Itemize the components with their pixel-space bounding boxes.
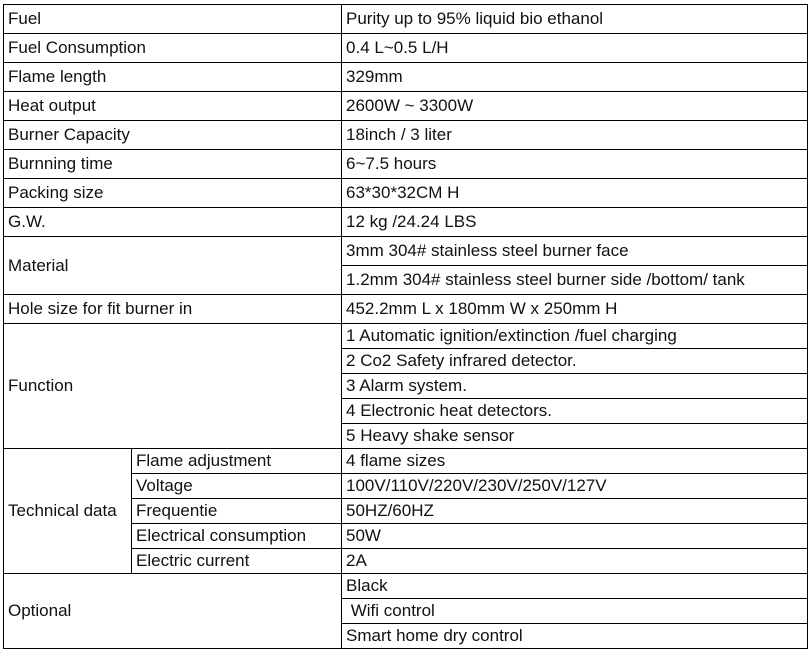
optional-value: Black xyxy=(342,574,808,599)
table-row xyxy=(4,34,808,63)
function-label: Function xyxy=(4,324,342,449)
spec-value: 0.4 L~0.5 L/H xyxy=(342,34,808,63)
spec-value: 63*30*32CM H xyxy=(342,179,808,208)
spec-table xyxy=(3,4,808,649)
function-value: 4 Electronic heat detectors. xyxy=(342,399,808,424)
technical-value: 2A xyxy=(342,549,808,574)
spec-label: Packing size xyxy=(4,179,342,208)
hole-size-value: 452.2mm L x 180mm W x 250mm H xyxy=(342,295,808,324)
spec-label: Burner Capacity xyxy=(4,121,342,150)
spec-value: 2600W ~ 3300W xyxy=(342,92,808,121)
technical-value: 50HZ/60HZ xyxy=(342,499,808,524)
spec-label: Fuel Consumption xyxy=(4,34,342,63)
technical-value: 4 flame sizes xyxy=(342,449,808,474)
table-row xyxy=(4,121,808,150)
optional-value: Smart home dry control xyxy=(342,624,808,649)
function-value: 3 Alarm system. xyxy=(342,374,808,399)
table-row xyxy=(4,150,808,179)
optional-label: Optional xyxy=(4,574,342,649)
optional-value: Wifi control xyxy=(342,599,808,624)
spec-label: Heat output xyxy=(4,92,342,121)
material-label: Material xyxy=(4,237,342,295)
table-row xyxy=(4,179,808,208)
function-value: 1 Automatic ignition/extinction /fuel charging xyxy=(342,324,808,349)
technical-value: 50W xyxy=(342,524,808,549)
table-row xyxy=(4,237,808,266)
function-value: 2 Co2 Safety infrared detector. xyxy=(342,349,808,374)
technical-sublabel: Frequentie xyxy=(132,499,342,524)
hole-size-label: Hole size for fit burner in xyxy=(4,295,342,324)
technical-sublabel: Electrical consumption xyxy=(132,524,342,549)
spec-value: 6~7.5 hours xyxy=(342,150,808,179)
table-row xyxy=(4,92,808,121)
spec-label: G.W. xyxy=(4,208,342,237)
table-row xyxy=(4,574,808,599)
technical-sublabel: Flame adjustment xyxy=(132,449,342,474)
spec-value: 329mm xyxy=(342,63,808,92)
technical-sublabel: Electric current xyxy=(132,549,342,574)
table-row xyxy=(4,324,808,349)
spec-label: Fuel xyxy=(4,5,342,34)
technical-sublabel: Voltage xyxy=(132,474,342,499)
spec-value: 12 kg /24.24 LBS xyxy=(342,208,808,237)
spec-label: Flame length xyxy=(4,63,342,92)
technical-value: 100V/110V/220V/230V/250V/127V xyxy=(342,474,808,499)
table-row xyxy=(4,208,808,237)
spec-value: Purity up to 95% liquid bio ethanol xyxy=(342,5,808,34)
table-row xyxy=(4,295,808,324)
table-row xyxy=(4,63,808,92)
table-row xyxy=(4,449,808,474)
spec-value: 18inch / 3 liter xyxy=(342,121,808,150)
function-value: 5 Heavy shake sensor xyxy=(342,424,808,449)
table-row xyxy=(4,5,808,34)
spec-label: Burnning time xyxy=(4,150,342,179)
technical-data-label: Technical data xyxy=(4,449,132,574)
material-value: 1.2mm 304# stainless steel burner side /bottom/ tank xyxy=(342,266,808,295)
material-value: 3mm 304# stainless steel burner face xyxy=(342,237,808,266)
